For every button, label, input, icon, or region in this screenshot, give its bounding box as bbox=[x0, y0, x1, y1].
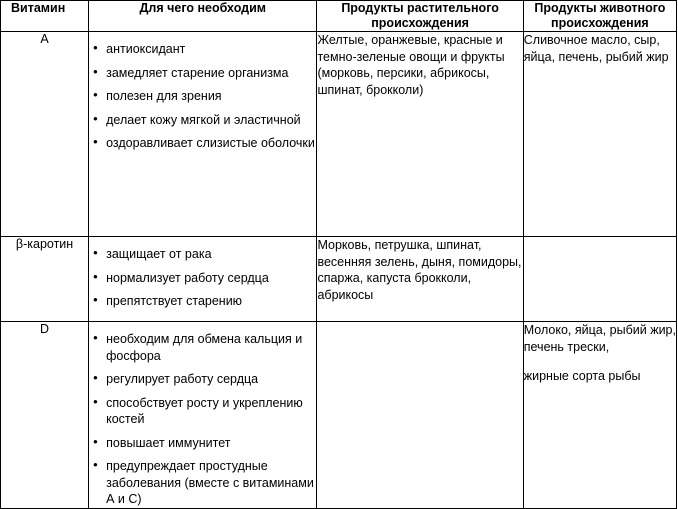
animal-products-text-a: Сливочное масло, сыр, яйца, печень, рыбий жир bbox=[523, 33, 669, 64]
list-item: • оздоравливает слизистые оболочки bbox=[106, 135, 316, 152]
list-item: • повышает иммунитет bbox=[106, 435, 316, 452]
list-item: • препятствует старению bbox=[106, 293, 316, 310]
list-item: • способствует росту и укреплению костей bbox=[106, 395, 316, 428]
column-header-animal-products: Продукты животного происхождения bbox=[523, 1, 676, 32]
plant-products-cell-d bbox=[317, 322, 523, 509]
list-item: • делает кожу мягкой и эластичной bbox=[106, 112, 316, 129]
vitamin-name-a: A bbox=[1, 32, 89, 237]
animal-products-text-d-line1: Молоко, яйца, рыбий жир, печень трески, bbox=[523, 323, 676, 354]
table-row bbox=[1, 322, 677, 509]
plant-products-text-beta-carotene: Морковь, петрушка, шпинат, весенняя зелень, дыня, помидоры, спаржа, капуста брокколи, абрикосы bbox=[317, 238, 522, 302]
plant-products-cell-beta-carotene bbox=[317, 237, 523, 322]
vitamin-name-beta-carotene: β-каротин bbox=[1, 237, 89, 322]
column-header-vitamin: Витамин bbox=[1, 1, 89, 32]
list-item: • замедляет старение организма bbox=[106, 65, 316, 82]
animal-products-cell-a bbox=[523, 32, 676, 237]
list-item: • регулирует работу сердца bbox=[106, 371, 316, 388]
list-item: • защищает от рака bbox=[106, 246, 316, 263]
plant-products-cell-a bbox=[317, 32, 523, 237]
table-header-row bbox=[1, 1, 677, 32]
spacer bbox=[524, 355, 676, 368]
table-header bbox=[1, 1, 677, 32]
purpose-cell-beta-carotene bbox=[89, 237, 317, 322]
animal-products-text-d-line2: жирные сорта рыбы bbox=[523, 369, 641, 383]
purpose-list-d bbox=[89, 331, 316, 508]
vitamin-name-d: D bbox=[1, 322, 89, 509]
table-row bbox=[1, 237, 677, 322]
table-row bbox=[1, 32, 677, 237]
purpose-cell-a bbox=[89, 32, 317, 237]
list-item: • нормализует работу сердца bbox=[106, 270, 316, 287]
purpose-list-beta-carotene bbox=[89, 246, 316, 310]
purpose-cell-d bbox=[89, 322, 317, 509]
list-item: • антиоксидант bbox=[106, 41, 316, 58]
table-body bbox=[1, 32, 677, 509]
column-header-purpose: Для чего необходим bbox=[89, 1, 317, 32]
list-item: • необходим для обмена кальция и фосфора bbox=[106, 331, 316, 364]
animal-products-cell-d bbox=[523, 322, 676, 509]
column-header-plant-products: Продукты растительного происхождения bbox=[317, 1, 523, 32]
purpose-list-a bbox=[89, 41, 316, 152]
list-item: • полезен для зрения bbox=[106, 88, 316, 105]
animal-products-cell-beta-carotene bbox=[523, 237, 676, 322]
list-item: • предупреждает простудные заболевания (вместе с витаминами А и С) bbox=[106, 458, 316, 508]
plant-products-text-a: Желтые, оранжевые, красные и темно-зеленые овощи и фрукты (морковь, персики, абрикосы, шпинат, брокколи) bbox=[317, 33, 505, 97]
